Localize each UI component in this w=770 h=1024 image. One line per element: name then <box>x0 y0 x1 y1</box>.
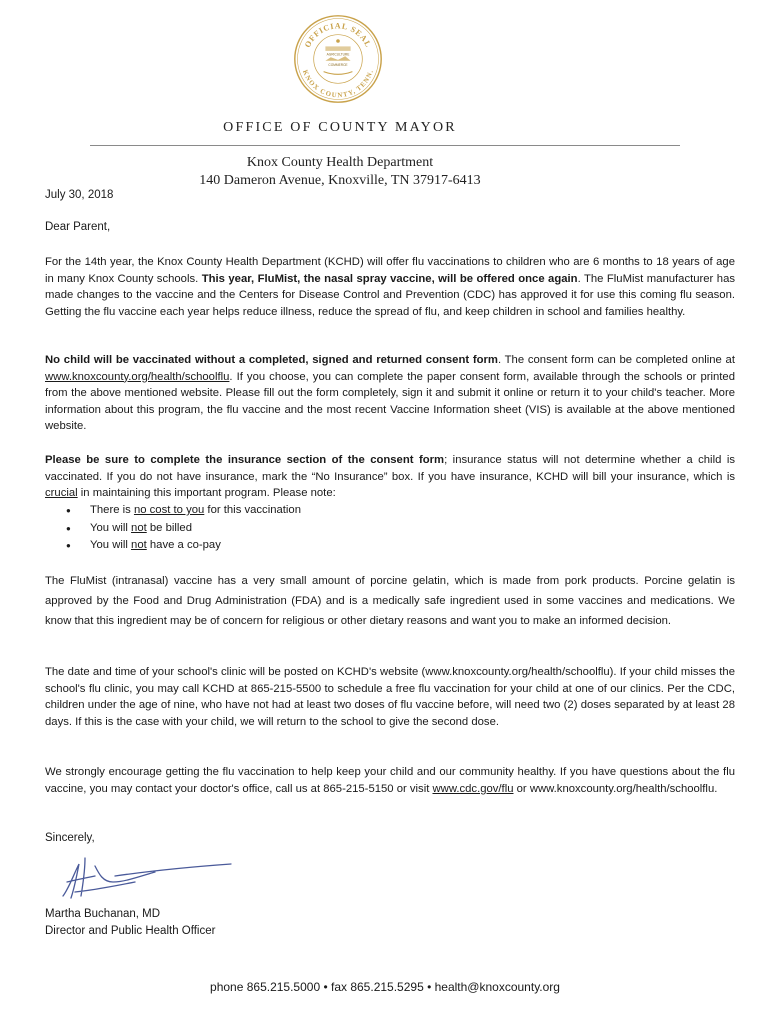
consent-text-2: . If you choose, you can complete the paper consent form, available through the schools or printed from the above mentioned website. Please fill out the form completely, sign it and submit it online or return it to your child's teacher. More information about this program, the flu vaccine and the most recent Vaccine Information sheet (VIS) is available at the above mentioned website. <box>45 370 735 432</box>
office-title: OFFICE OF COUNTY MAYOR <box>223 120 457 135</box>
signer-title: Director and Public Health Officer <box>45 925 216 937</box>
svg-text:KNOX COUNTY, TENN.: KNOX COUNTY, TENN. <box>301 69 375 100</box>
insurance-bold: Please be sure to complete the insurance section of the consent form <box>45 454 445 466</box>
paragraph-clinic: The date and time of your school's clinic will be posted on KCHD's website (www.knoxcounty.org/health/schoolflu). If your child misses the school's flu clinic, you may call KCHD at 865-215-5500 to schedule a free flu vaccination for your child at one of our clinics. Per the CDC, children under the age of nine, who have not had at least two doses of flu vaccine before, will need two (2) doses separated by at least 28 days. If this is the case with your child, we will return to the school to give the second dose. <box>45 666 735 728</box>
closing: Sincerely, <box>45 832 95 844</box>
list-item: ● You will not be billed <box>62 520 301 538</box>
greeting: Dear Parent, <box>45 221 111 233</box>
signature-image <box>55 852 235 904</box>
schoolflu-link[interactable]: www.knoxcounty.org/health/schoolflu <box>45 370 230 383</box>
svg-text:OFFICIAL SEAL: OFFICIAL SEAL <box>302 21 374 50</box>
department-address: 140 Dameron Avenue, Knoxville, TN 37917-6413 <box>199 173 481 188</box>
cdc-link[interactable]: www.cdc.gov/flu <box>432 782 514 795</box>
letter-date: July 30, 2018 <box>45 189 114 201</box>
svg-text:AGRICULTURE: AGRICULTURE <box>326 52 350 57</box>
paragraph-intro <box>45 254 735 320</box>
letterhead-divider <box>90 145 680 146</box>
consent-text: . The consent form can be completed online at <box>497 354 735 366</box>
list-item: ● You will not have a co-pay <box>62 537 301 555</box>
consent-bold: No child will be vaccinated without a completed, signed and returned consent form <box>45 354 498 366</box>
intro-text-2: . The FluMist manufacturer has made changes to the vaccine and the Centers for Disease Control and Prevention (CDC) has approved it for use this coming flu season. Getting the flu vaccine each year helps reduce illness, reduce the spread of flu, and keep children in school and families healthy. <box>45 272 735 318</box>
insurance-underline: crucial <box>45 487 78 499</box>
insurance-text-2: in maintaining this important program. Please note: <box>77 487 336 499</box>
insurance-text: ; insurance status will not determine whether a child is vaccinated. If you do not have insurance, mark the “No Insurance” box. If you have insurance, KCHD will bill your insurance, which is <box>45 454 735 483</box>
encourage-text-2: or www.knoxcounty.org/health/schoolflu. <box>513 782 718 795</box>
list-item: ● There is no cost to you for this vaccination <box>62 502 301 520</box>
department-block <box>0 154 680 190</box>
county-seal-logo <box>293 14 383 104</box>
intro-bold: This year, FluMist, the nasal spray vaccine, will be offered once again <box>201 272 578 285</box>
svg-text:COMMERCE: COMMERCE <box>328 63 348 68</box>
paragraph-gelatin: The FluMist (intranasal) vaccine has a very small amount of porcine gelatin, which is made from pork products. Porcine gelatin is approved by the Food and Drug Administration (FDA) and is a medically safe ingredient used in some vaccines and medications. We know that this ingredient may be of concern for religious or other dietary reasons and want you to make an informed decision. <box>45 575 735 627</box>
signer-block <box>45 906 215 940</box>
department-name: Knox County Health Department <box>246 155 434 170</box>
encourage-text: We strongly encourage getting the flu vaccination to help keep your child and our community healthy. If you have questions about the flu vaccine, you may contact your doctor's office, call us at 865-215-5150 or visit <box>45 766 735 795</box>
paragraph-consent <box>45 352 735 435</box>
paragraph-insurance <box>45 452 735 502</box>
intro-text: For the 14th year, the Knox County Health Department (KCHD) will offer flu vaccinations to children who are 6 months to 18 years of age in many Knox County schools. <box>45 256 735 285</box>
signer-name: Martha Buchanan, MD <box>45 908 161 920</box>
insurance-notes-list <box>62 502 301 555</box>
paragraph-encourage <box>45 764 735 797</box>
footer-contact: phone 865.215.5000 • fax 865.215.5295 • health@knoxcounty.org <box>210 980 560 994</box>
